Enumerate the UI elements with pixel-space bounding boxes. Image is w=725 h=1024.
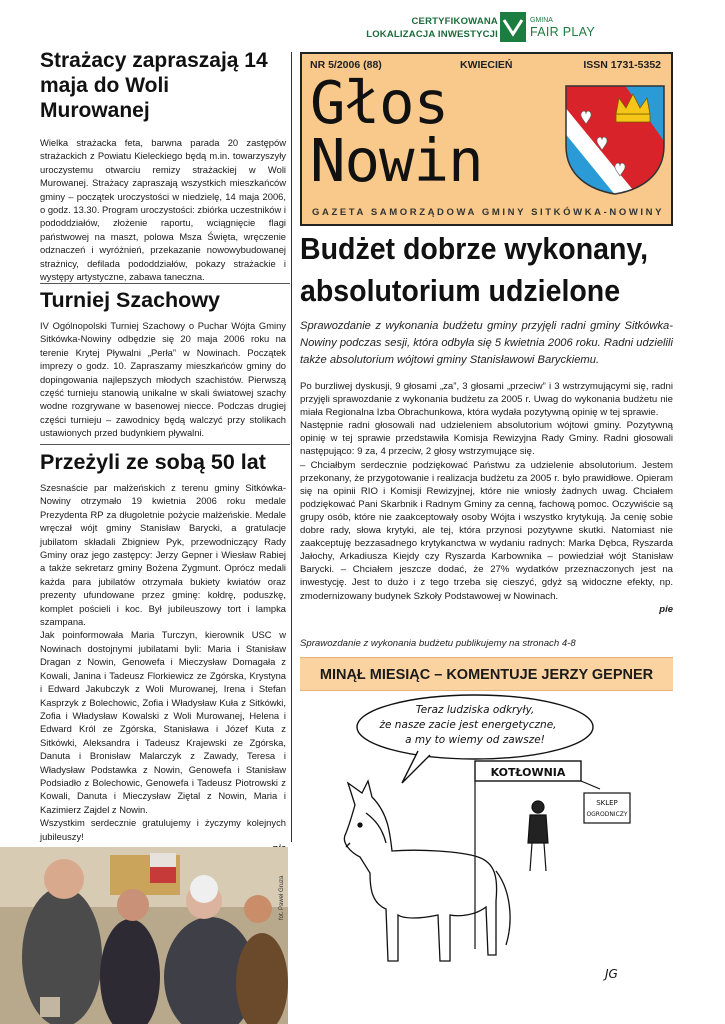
article-body-list: Jak poinformowała Maria Turczyn, kierownik USC w Nowinach dostojnymi jubilatami byli: Maria i Stanisław Dragan z Nowin, Genowefa i Mieczysław Domagała z Kowali, Janina i Tadeusz Florkiewicz ze Zgórska, Krystyna i Edward Jakubczyk z Woli Murowanej, Irena i Stefan Kasprzyk z Bolechowic, Zofia i Władysław Kuła z Sitkówki, Zofia i Władysław Kowalski z Woli Murowanej, Helena i Edward Król ze Zgórska, Stanisława i Józef Kuta z Sitkówki, Aleksandra i Tadeusz Krajewski ze Zgórska, Danuta i Bronisław Malarczyk z Zawady, Teresa i Władysław Podstawka z Nowin, Genowefa i Stanisław Podsiadło z Bolechowic, Genowefa i Tadeusz Piotrowski z Kowali, Danuta i Mieczysław Ziętal z Nowin, Maria i Kazimierz Zajdel z Nowin.	[40, 629, 286, 815]
article-body: Szesnaście par małżeńskich z terenu gminy Sitkówka-Nowiny otrzymało 19 kwietnia 2006 roku medale Prezydenta RP za długoletnie pożycie małżeńskie. Medale wręczał wójt gminy Stanisław Barycki, a gratulacje jubilatom składali Zbigniew Pyk, przewodniczący Rady Gminy oraz jego zastępcy: Jerzy Gepner i Wiesław Rabiej a także sekretarz gminy Bożena Zygmunt. Oprócz medali każda para jubilatów otrzymała bukiety kwiatów oraz prezenty ufundowane przez gminę: kołdrę, poduszkę, komplet pościeli i koc. Był jubileuszowy tort i lampka szampana.	[40, 482, 286, 628]
badge-small-label: GMINA	[530, 17, 553, 24]
speech-line-2: że nasze zacie jest energetyczne,	[379, 719, 557, 731]
main-note: Sprawozdanie z wykonania budżetu publikujemy na stronach 4-8	[300, 638, 576, 649]
newspaper-subtitle: GAZETA SAMORZĄDOWA GMINY SITKÓWKA-NOWINY	[312, 207, 665, 218]
article-strazacy	[40, 48, 286, 283]
cert-line-2: LOKALIZACJA INWESTYCJI	[366, 29, 498, 40]
newspaper-title	[310, 68, 483, 195]
article-jubilaci	[40, 449, 286, 854]
title-line-2: Nowin	[310, 126, 483, 195]
cartoon-illustration	[300, 693, 673, 993]
person-drawing	[528, 801, 548, 871]
jubilee-photo	[0, 847, 288, 1024]
article-title: Turniej Szachowy	[40, 288, 220, 312]
article-body: IV Ogólnopolski Turniej Szachowy o Puchar Wójta Gminy Sitkówka-Nowiny odbędzie się 20 maja 2006 roku na terenie Krytej Pływalni „Perła” w Nowinach. Początek imprezy o godz. 10. Zapraszamy mieszkańców gminy do dopingowania najlepszych młodych szachistów. Pierwszą część turnieju stanowią unikalne w skali światowej szachy wodne rozgrywane w basenowej niecce. Podczas drugiej części turnieju – zawodnicy będą walczyć przy stolikach ustawionych przed budynkiem pływalni.	[40, 320, 286, 439]
article-turniej	[40, 287, 286, 440]
main-body	[300, 380, 673, 616]
main-headline: Budżet dobrze wykonany, absolutorium udzielone	[300, 231, 649, 308]
fair-play-logo-icon	[500, 12, 526, 42]
coat-of-arms-icon	[564, 84, 666, 196]
certification-header	[362, 12, 632, 48]
article-title: Przeżyli ze sobą 50 lat	[40, 450, 266, 474]
shop-sign	[584, 793, 630, 823]
badge-main-label: FAIR PLAY	[530, 25, 595, 39]
cartoon-banner: MINĄŁ MIESIĄC – KOMENTUJE JERZY GEPNER	[300, 657, 673, 691]
photo-credit: fot. Paweł Gruza	[279, 875, 285, 920]
certification-text	[366, 15, 498, 41]
cert-line-1: CERTYFIKOWANA	[411, 16, 498, 27]
article-title: Strażacy zapraszają 14 maja do Woli Murowanej	[40, 49, 268, 122]
horse-drawing	[344, 781, 510, 961]
article-body: Wielka strażacka feta, barwna parada 20 zastępów strażackich z Powiatu Kieleckiego będą m.in. towarzyszyły uroczystemu otwarciu remizy strażackiej w Woli Murowanej. Strażacy zapraszają wszystkich mieszkańców gminy – początek uroczystości w niedzielę, 14 maja 2006, o godz. 13.30. Program uroczystości: zbiórka uczestników i pododdziałów, złożenie raportu, wciągnięcie flagi państwowej na maszt, polowa Msza Święta, wręczenie odznaczeń i wyróżnień, przekazanie nowowybudowanej strażnicy, defilada pododdziałów, pokazy strażackie i występy artystyczne, zabawa taneczna.	[40, 137, 286, 283]
speech-line-3: a my to wiemy od zawsze!	[405, 734, 545, 746]
main-paragraph: – Chciałbym serdecznie podziękować Państwu za udzielenie absolutorium. Jestem przekonany, że przygotowanie i realizacja budżetu za 2005 r. było prawidłowe. Opieram się na opinii RIO i Komisji Rewizyjnej, które nie wniosły żadnych uwag. Chciałem podziękować Pani Skarbnik i Radnym Gminy za cenną, fachową pomoc. Oczywiście są grupy osób, które nie zaakceptowały osoby Wójta i wszystko krytykują. Ja cenię sobie dobre rady, słowa krytyki, ale tej, która przynosi pozytywne skutki. Natomiast nie zaakceptuję bezzasadnego krytykanctwa w wydaniu radnych: Marka Dębca, Ryszarda Jałochy, Arkadiusza Kiejdy czy Ryszarda Karbownika – powiedział wójt Stanisław Barycki. – Chciałem jeszcze dodać, że 27% wydatków przeznaczonych jest na inwestycję. Jest to dużo i z tego trzeba się cieszyć, gdyż są widoczne efekty, np. zmodernizowany budynek Szkoły Podstawowej w Nowinach.	[300, 459, 673, 602]
shop-sign-line-1: SKLEP	[596, 799, 618, 807]
article-body-closing: Wszystkim serdecznie gratulujemy i życzymy kolejnych jubileuszy!	[40, 817, 286, 842]
issn: ISSN 1731-5352	[583, 59, 661, 71]
shop-sign-line-2: OGRODNICZY	[586, 811, 628, 818]
section-divider	[40, 444, 290, 445]
issue-number: NR 5/2006 (88)	[310, 59, 382, 71]
section-divider	[40, 283, 290, 284]
cartoonist-signature: JG	[605, 967, 618, 981]
main-paragraph: Po burzliwej dyskusji, 9 głosami „za”, 3 głosami „przeciw” i 3 wstrzymującymi się, radni przyjęli sprawozdanie z wykonania budżetu za 2005 r. Uwag do wykonania budżetu nie miała Regionalna Izba Obrachunkowa, która wydała pozytywną opinię w tej sprawie.	[300, 381, 673, 419]
column-divider	[291, 52, 292, 842]
title-line-1: Głos	[310, 68, 449, 137]
main-lead: Sprawozdanie z wykonania budżetu gminy przyjęli radni gminy Sitkówka-Nowiny podczas sesji, która odbyła się 5 kwietnia 2006 roku. Radni udzielili także absolutorium wójtowi gminy Stanisławowi Baryckiemu.	[300, 320, 673, 366]
main-paragraph: Następnie radni głosowali nad udzieleniem absolutorium wójtowi gminy. Pozytywną opinię w tej sprawie przedstawiła Komisja Rewizyjna Rady Gminy. Radni głosowali następująco: 9 za, 4 przeciw, 2 głosy wstrzymujące się.	[300, 420, 673, 458]
main-signature: pie	[659, 603, 673, 615]
speech-line-1: Teraz ludziska odkryły,	[415, 704, 535, 716]
masthead	[300, 52, 673, 226]
boiler-house-label: KOTŁOWNIA	[490, 766, 566, 779]
issue-month: KWIECIEŃ	[460, 59, 513, 71]
